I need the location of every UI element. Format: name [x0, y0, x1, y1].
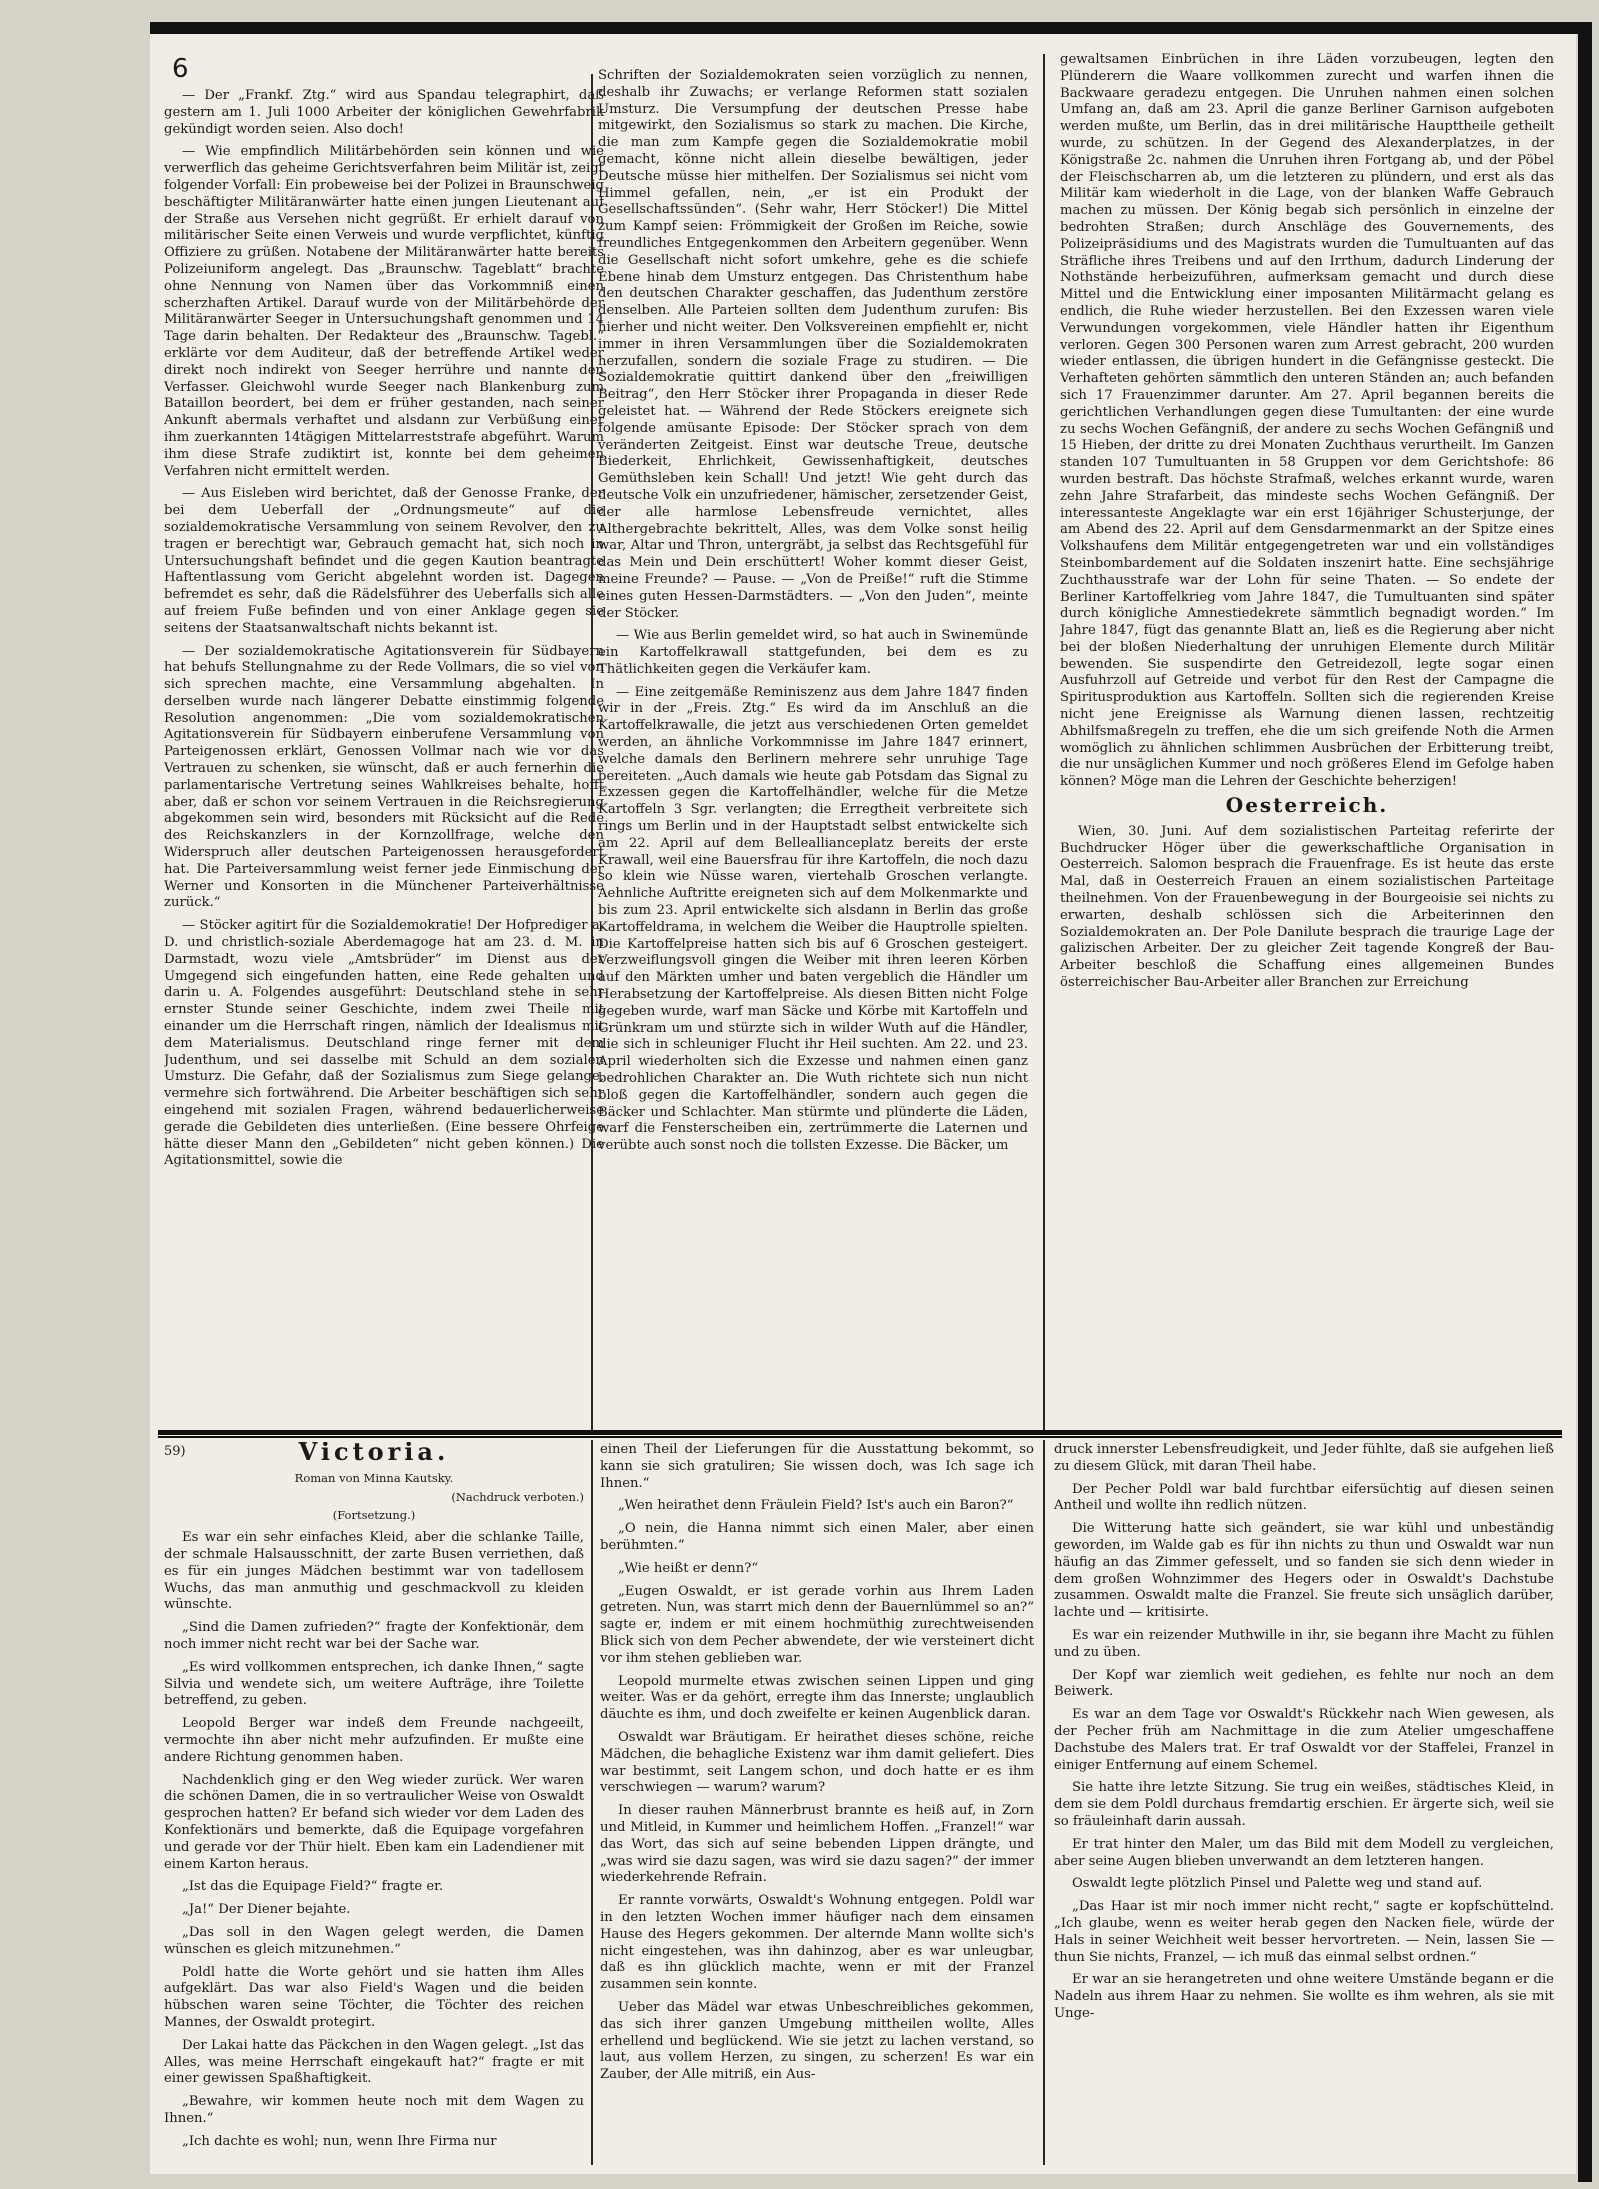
novel-paragraph: Er trat hinter den Maler, um das Bild mit dem Modell zu vergleichen, aber seine Augen blieben unverwandt an dem letzteren hangen.: [1054, 1836, 1554, 1869]
column-rule: [591, 1440, 593, 2165]
novel-paragraph: Poldl hatte die Worte gehört und sie hatten ihm Alles aufgeklärt. Das war also Field's Wagen und die beiden hübschen waren seine Töchter, die Töchter des reichen Mannes, der Oswaldt protegirt.: [164, 1964, 584, 2030]
news-item: Wien, 30. Juni. Auf dem sozialistischen Parteitag referirte der Buchdrucker Höger über die gewerkschaftliche Organisation in Oesterreich. Salomon besprach die Frauenfrage. Es ist heute das erste Mal, daß in Oesterreich Frauen an einem sozialistischen Parteitage theilnehmen. Von der Frauenbewegung in der Bourgeoisie sei nichts zu erwarten, deshalb schlössen sich die Arbeiterinnen den Sozialdemokraten an. Der Pole Danilute besprach die traurige Lage der galizischen Arbeiter. Der zu gleicher Zeit tagende Kongreß der Bau-Arbeiter beschloß die Schaffung eines allgemeinen Bundes österreichischer Bau-Arbeiter aller Branchen zur Erreichung: [1060, 823, 1554, 991]
novel-paragraph: „Das soll in den Wagen gelegt werden, die Damen wünschen es gleich mitzunehmen.“: [164, 1924, 584, 1957]
novel-paragraph: Er war an sie herangetreten und ohne weitere Umstände begann er die Nadeln aus ihrem Haar zu nehmen. Sie wollte es ihm wehren, als sie mit Unge-: [1054, 1972, 1554, 2021]
novel-paragraph: Nachdenklich ging er den Weg wieder zurück. Wer waren die schönen Damen, die in so vertraulicher Weise von Oswaldt gesprochen hatten? Er befand sich wieder vor dem Laden des Konfektionärs und bemerkte, daß die Equipage vorgefahren und gerade vor der Thür hielt. Eben kam ein Ladendiener mit einem Karton heraus.: [164, 1772, 584, 1872]
page-number: 6: [172, 54, 189, 84]
news-column-1: [164, 88, 604, 1428]
feuilleton-divider: [158, 1436, 1562, 1438]
news-item: — Eine zeitgemäße Reminiszenz aus dem Jahre 1847 finden wir in der „Freis. Ztg.“ Es wird da im Anschluß an die Kartoffelkrawalle, die jetzt aus verschiedenen Orten gemeldet werden, an ähnliche Vorkommnisse im Jahre 1847 erinnert, welche damals den Berlinern mehrere sehr unruhige Tage bereiteten. „Auch damals wie heute gab Potsdam das Signal zu Exzessen gegen die Kartoffelhändler, welche für die Metze Kartoffeln 3 Sgr. verlangten; die Erregtheit verbreitete sich rings um Berlin und in der Hauptstadt selbst entwickelte sich am 22. April auf dem Belleallianceplatz bereits der erste Krawall, weil eine Bauersfrau für ihre Kartoffeln, die noch dazu so klein wie Nüsse waren, viertehalb Groschen verlangte. Aehnliche Auftritte ereigneten sich auf dem Molkenmarkte und bis zum 23. April entwickelte sich alsdann in Berlin das große Kartoffeldrama, in welchem die Weiber die Hauptrolle spielten. Die Kartoffelpreise hatten sich bis auf 6 Groschen gesteigert. Verzweiflungsvoll gingen die Weiber mit ihren leeren Körben auf den Märkten umher und baten vergeblich die Händler um Herabsetzung der Kartoffelpreise. Als diesen Bitten nicht Folge gegeben wurde, warf man Säcke und Körbe mit Kartoffeln und Grünkram um und stürzte sich in wilder Wuth auf die Händler, die sich in schleuniger Flucht ihr Heil suchten. Am 22. und 23. April wiederholten sich die Exzesse und nahmen einen ganz bedrohlichen Charakter an. Die Wuth richtete sich nun nicht bloß gegen die Kartoffelhändler, sondern auch gegen die Bäcker und Schlachter. Man stürmte und plünderte die Läden, warf die Fensterscheiben ein, zertrümmerte die Laternen und verübte auch sonst noch die tollsten Exzesse. Die Bäcker, um: [598, 684, 1028, 1154]
novel-paragraph: „Sind die Damen zufrieden?“ fragte der Konfektionär, dem noch immer nicht recht war bei der Sache war.: [164, 1620, 584, 1652]
novel-paragraph: Die Witterung hatte sich geändert, sie war kühl und unbeständig geworden, im Walde gab es für ihn nichts zu thun und Oswaldt war nun häufig an das Zimmer gefesselt, und so fanden sie sich denn wieder in dem großen Wohnzimmer des Hegers oder in Oswaldt's Dachstube zusammen. Oswaldt malte die Franzel. Sie freute sich unsäglich darüber, lachte und — kritisirte.: [1054, 1521, 1554, 1621]
column-rule: [1043, 1440, 1045, 2165]
news-item: gewaltsamen Einbrüchen in ihre Läden vorzubeugen, legten den Plünderern die Waare vollkommen zurecht und warfen ihnen die Backwaare geradezu entgegen. Die Unruhen nahmen einen solchen Umfang an, daß am 23. April die ganze Berliner Garnison aufgeboten werden mußte, um Berlin, das in drei militärische Haupttheile getheilt wurde, zu schützen. In der Gegend des Alexanderplatzes, in der Königstraße 2c. nahmen die Unruhen ihren Fortgang ab, und der Pöbel der Fleischscharren ab, um die letzteren zu plündern, und erst als das Militär kam wiederholt in die Lage, von der blanken Waffe Gebrauch machen zu müssen. Der König begab sich persönlich in einzelne der bedrohten Straßen; durch Anschläge des Gouvernements, des Polizeipräsidiums und des Magistrats wurden die Tumultuanten auf das Sträfliche ihres Treibens und auf den Irrthum, dadurch Linderung der Nothstände herbeizuführen, aufmerksam gemacht und durch diese Mittel und die Entwicklung einer imposanten Militärmacht gelang es endlich, die Ruhe wieder herzustellen. Bei den Exzessen waren viele Verwundungen vorgekommen, viele Händler hatten ihr Eigenthum verloren. Gegen 300 Personen waren zum Arrest gebracht, 200 wurden wieder entlassen, die übrigen hundert in die Gefängnisse gesteckt. Die Verhafteten gehörten sämmtlich den unteren Ständen an; auch befanden sich 17 Frauenzimmer darunter. Am 27. April begannen bereits die gerichtlichen Verhandlungen gegen diese Tumultanten: der eine wurde zu sechs Wochen Gefängniß, der andere zu sechs Wochen Gefängniß und 15 Hieben, der dritte zu drei Monaten Zuchthaus verurtheilt. Im Ganzen standen 107 Tumultuanten in 58 Gruppen vor dem Gerichtshofe: 86 wurden bestraft. Das höchste Strafmaß, welches erkannt wurde, waren zehn Jahre Strafarbeit, das mindeste sechs Wochen Gefängniß. Der interessanteste Angeklagte war ein erst 16jähriger Schusterjunge, der am Abend des 22. April auf dem Gensdarmenmarkt an der Spitze eines Volkshaufens dem Militär entgegengetreten war und ein vollständiges Steinbombardement auf die Soldaten inszenirt hatte. Eine sechsjährige Zuchthausstrafe war der Lohn für seine Thaten. — So endete der Berliner Kartoffelkrieg vom Jahre 1847, die Tumultuanten sind später durch königliche Amnestiedekrete sämmtlich begnadigt worden.“ Im Jahre 1847, fügt das genannte Blatt an, ließ es die Regierung aber nicht bei der bloßen Niederhaltung der unruhigen Elemente durch Militär bewenden. Sie suspendirte den Getreidezoll, legte sogar einen Ausfuhrzoll auf Getreide und verbot für den Rest der Campagne die Spiritusproduktion aus Kartoffeln. Sollten sich die regierenden Kreise nicht jene Ereignisse als Warnung dienen lassen, rechtzeitig Abhilfsmaßregeln zu treffen, ehe die um sich greifende Noth die Armen womöglich zu ähnlichen schlimmen Ausbrüchen der Erbitterung treibt, die nur unsäglichen Kummer und noch größeres Elend im Gefolge haben können? Möge man die Lehren der Geschichte beherzigen!: [1060, 52, 1554, 790]
novel-paragraph: Der Pecher Poldl war bald furchtbar eifersüchtig auf diesen seinen Antheil und wollte ihn redlich nützen.: [1054, 1481, 1554, 1514]
feuilleton-column-1: [164, 1442, 584, 2166]
news-item: — Wie aus Berlin gemeldet wird, so hat auch in Swinemünde ein Kartoffelkrawall stattgefunden, bei dem es zu Thätlichkeiten gegen die Verkäufer kam.: [598, 628, 1028, 677]
page-right-edge: [1578, 22, 1592, 2182]
novel-paragraph: Es war ein reizender Muthwille in ihr, sie begann ihre Macht zu fühlen und zu üben.: [1054, 1627, 1554, 1660]
news-column-3: [1060, 52, 1554, 1428]
feuilleton-continuation: (Fortsetzung.): [332, 1508, 416, 1523]
novel-paragraph: Er rannte vorwärts, Oswaldt's Wohnung entgegen. Poldl war in den letzten Wochen immer häufiger nach dem einsamen Hause des Hegers gekommen. Der alternde Mann wollte sich's nicht eingestehen, was ihn dahinzog, aber es war unleugbar, daß es ihn glücklich machte, wenn er mit der Franzel zusammen sein konnte.: [600, 1893, 1034, 1993]
novel-paragraph: Ueber das Mädel war etwas Unbeschreibliches gekommen, das sich ihrer ganzen Umgebung mittheilen wollte, Alles erhellend und beglückend. Wie sie jetzt zu lachen verstand, so laut, aus vollem Herzen, zu singen, zu scherzen! Es war ein Zauber, der Alle mitriß, ein Aus-: [600, 1999, 1034, 2083]
novel-paragraph: „Ja!“ Der Diener bejahte.: [182, 1902, 351, 1918]
novel-paragraph: „Es wird vollkommen entsprechen, ich danke Ihnen,“ sagte Silvia und wendete sich, um weitere Aufträge, ihre Toilette betreffend, zu geben.: [164, 1659, 584, 1709]
news-item: — Aus Eisleben wird berichtet, daß der Genosse Franke, der bei dem Ueberfall der „Ordnungsmeute“ auf die sozialdemokratische Versammlung von seinem Revolver, den zu tragen er berechtigt war, Gebrauch gemacht hat, sich noch in Untersuchungshaft befindet und die gegen Kaution beantragte Haftentlassung vom Gericht abgelehnt worden ist. Dagegen befremdet es sehr, daß die Rädelsführer des Ueberfalls sich alle auf freiem Fuße befinden und von einer Anklage gegen sie seitens der Staatsanwaltschaft nichts bekannt ist.: [164, 486, 604, 636]
novel-paragraph: Es war an dem Tage vor Oswaldt's Rückkehr nach Wien gewesen, als der Pecher früh am Nachmittage in die zum Atelier umgeschaffene Dachstube des Malers trat. Er traf Oswaldt vor der Staffelei, Franzel in einiger Entfernung auf einem Schemel.: [1054, 1707, 1554, 1773]
novel-paragraph: Sie hatte ihre letzte Sitzung. Sie trug ein weißes, städtisches Kleid, in dem sie dem Poldl durchaus fremdartig erschien. Er ärgerte sich, weil sie so fräuleinhaft darin aussah.: [1054, 1780, 1554, 1829]
novel-paragraph: „O nein, die Hanna nimmt sich einen Maler, aber einen berühmten.“: [600, 1521, 1034, 1553]
novel-paragraph: Der Kopf war ziemlich weit gediehen, es fehlte nur noch an dem Beiwerk.: [1054, 1667, 1554, 1700]
novel-paragraph: „Bewahre, wir kommen heute noch mit dem Wagen zu Ihnen.“: [164, 2094, 584, 2126]
novel-paragraph: einen Theil der Lieferungen für die Ausstattung bekommt, so kann sie sich gratuliren; Sie wissen doch, was Ich sage ich Ihnen.“: [600, 1442, 1034, 1491]
column-rule: [1043, 54, 1045, 1430]
feuilleton-author: Roman von Minna Kautsky.: [294, 1470, 454, 1485]
novel-paragraph: „Eugen Oswaldt, er ist gerade vorhin aus Ihrem Laden getreten. Nun, was starrt mich denn der Bauernlümmel so an?“ sagte er, indem er mit einem hochmüthig zurechtweisenden Blick sich von dem Pecher abwendete, der wie versteinert dicht vor ihm stehen geblieben war.: [600, 1583, 1034, 1666]
section-heading-oesterreich: Oesterreich.: [1225, 793, 1389, 818]
novel-paragraph: Oswaldt legte plötzlich Pinsel und Palette weg und stand auf.: [1072, 1876, 1483, 1892]
novel-paragraph: „Wen heirathet denn Fräulein Field? Ist's auch ein Baron?“: [618, 1498, 1014, 1514]
news-item: Schriften der Sozialdemokraten seien vorzüglich zu nennen, deshalb ihr Zuwachs; er verlange Reformen statt sozialen Umsturz. Die Versumpfung der deutschen Presse habe mitgewirkt, den Sozialismus so stark zu machen. Die Kirche, die man zum Kampfe gegen die Sozialdemokratie mobil gemacht, könne nicht allein dieselbe bewältigen, jeder Deutsche müsse hier mithelfen. Der Sozialismus sei nicht vom Himmel gefallen, nein, „er ist ein Produkt der Gesellschaftssünden“. (Sehr wahr, Herr Stöcker!) Die Mittel zum Kampf seien: Frömmigkeit der Großen im Reiche, sowie freundliches Entgegenkommen den Arbeitern gegenüber. Wenn die Gesellschaft nicht sofort umkehre, gehe es die schiefe Ebene hinab dem Umsturz entgegen. Das Christenthum habe den deutschen Charakter geschaffen, das Judenthum zerstöre denselben. Alle Parteien sollten dem Judenthum zurufen: Bis hierher und nicht weiter. Den Volksvereinen empfiehlt er, nicht immer in ihren Versammlungen über die Sozialdemokraten herzufallen, sondern die soziale Frage zu studiren. — Die Sozialdemokratie quittirt dankend über den „freiwilligen Beitrag“, den Herr Stöcker ihrer Propaganda in dieser Rede geleistet hat. — Während der Rede Stöckers ereignete sich folgende amüsante Episode: Der Stöcker sprach von dem veränderten Zeitgeist. Einst war deutsche Treue, deutsche Biederkeit, Ehrlichkeit, Gewissenhaftigkeit, deutsches Gemüthsleben kein Schall! Und jetzt! Wie geht durch das deutsche Volk ein unzufriedener, hämischer, zersetzender Geist, der alle harmlose Lebensfreude vernichtet, alles Althergebrachte bekrittelt, Alles, was dem Volke sonst heilig war, Altar und Thron, untergräbt, ja selbst das Rechtsgefühl für das Mein und Dein erschüttert! Woher kommt dieser Geist, meine Freunde? — Pause. — „Von de Preiße!“ ruft die Stimme eines guten Hessen-Darmstädters. — „Von den Juden“, meinte der Stöcker.: [598, 68, 1028, 621]
newspaper-page: [150, 34, 1576, 2174]
feuilleton-column-2: [600, 1442, 1034, 2166]
feuilleton-number: 59): [164, 1444, 186, 1459]
novel-paragraph: „Ich dachte es wohl; nun, wenn Ihre Firma nur: [182, 2133, 497, 2149]
feuilleton-title: Victoria.: [298, 1442, 450, 1466]
news-item: — Wie empfindlich Militärbehörden sein können und wie verwerflich das geheime Gerichtsverfahren beim Militär ist, zeigt folgender Vorfall: Ein probeweise bei der Polizei in Braunschweig beschäftigter Militäranwärter hatte einen jungen Lieutenant auf der Straße aus Versehen nicht gegrüßt. Er erhielt darauf von militärischer Seite einen Verweis und wurde verpflichtet, künftig Offiziere zu grüßen. Notabene der Militäranwärter hatte bereits Polizeiuniform angelegt. Das „Braunschw. Tageblatt“ brachte ohne Nennung von Namen über das Vorkommniß einen scherzhaften Artikel. Darauf wurde von der Militärbehörde der Militäranwärter Seeger in Untersuchungshaft genommen und 14 Tage darin behalten. Der Redakteur des „Braunschw. Tagebl.“ erklärte vor dem Auditeur, daß der betreffende Artikel weder direkt noch indirekt von Seeger herrühre und nannte den Verfasser. Gleichwohl wurde Seeger nach Blankenburg zum Bataillon beordert, bei dem er früher gestanden, nach seiner Ankunft abermals verhaftet und alsdann zur Verbüßung einer ihm zuerkannten 14tägigen Mittelarreststrafe abgeführt. Warum ihm diese Strafe zudiktirt ist, konnte bei dem geheimen Verfahren nicht ermittelt werden.: [164, 144, 604, 479]
novel-paragraph: Oswaldt war Bräutigam. Er heirathet dieses schöne, reiche Mädchen, die behagliche Existenz war ihm damit geliefert. Dies war bestimmt, seit Langem schon, und doch hatte er es ihm verschwiegen — warum? warum?: [600, 1729, 1034, 1796]
novel-paragraph: Leopold Berger war indeß dem Freunde nachgeeilt, vermochte ihn aber nicht mehr aufzufinden. Er mußte eine andere Richtung genommen haben.: [164, 1716, 584, 1765]
novel-paragraph: Es war ein sehr einfaches Kleid, aber die schlanke Taille, der schmale Halsausschnitt, der zarte Busen verriethen, daß es für ein junges Mädchen bestimmt war von tadellosem Wuchs, das man anmuthig und geschmackvoll zu kleiden wünschte.: [164, 1530, 584, 1613]
feuilleton-column-3: [1054, 1442, 1554, 2166]
feuilleton-rights: (Nachdruck verboten.): [451, 1489, 584, 1504]
novel-paragraph: In dieser rauhen Männerbrust brannte es heiß auf, in Zorn und Mitleid, in Kummer und heimlichem Hoffen. „Franzel!“ war das Wort, das sich auf seine bebenden Lippen drängte, und „was wird sie dazu sagen, was wird sie dazu sagen?“ der immer wiederkehrende Refrain.: [600, 1803, 1034, 1886]
page-top-edge: [150, 22, 1590, 34]
feuilleton-divider: [158, 1430, 1562, 1435]
novel-paragraph: „Ist das die Equipage Field?“ fragte er.: [182, 1879, 444, 1895]
novel-paragraph: Leopold murmelte etwas zwischen seinen Lippen und ging weiter. Was er da gehört, erregte ihm das Innerste; unglaublich däuchte es ihm, und doch zweifelte er keinen Augenblick daran.: [600, 1673, 1034, 1723]
novel-paragraph: „Wie heißt er denn?“: [618, 1560, 759, 1576]
news-column-2: [598, 68, 1028, 1428]
news-item: — Der „Frankf. Ztg.“ wird aus Spandau telegraphirt, daß gestern am 1. Juli 1000 Arbeiter der königlichen Gewehrfabrik gekündigt worden seien. Also doch!: [164, 88, 604, 137]
news-item: — Stöcker agitirt für die Sozialdemokratie! Der Hofprediger a. D. und christlich-soziale Aberdemagoge hat am 23. d. M. in Darmstadt, wozu viele „Amtsbrüder“ im Dienst aus der Umgegend sich eingefunden hatten, eine Rede gehalten und darin u. A. Folgendes ausgeführt: Deutschland stehe in sehr ernster Stunde seiner Geschichte, indem zwei Theile mit einander um die Herrschaft ringen, nämlich der Idealismus mit dem Materialismus. Deutschland ringe ferner mit dem Judenthum, und sei dasselbe mit Schuld an dem sozialen Umsturz. Die Gefahr, daß der Sozialismus zum Siege gelange, vermehre sich fortwährend. Die Arbeiter beschäftigen sich sehr eingehend mit sozialen Fragen, während bedauerlicherweise gerade die Gebildeten dies unterließen. (Eine bessere Ohrfeige hätte dieser Mann den „Gebildeten“ nicht geben können.) Die Agitationsmittel, sowie die: [164, 918, 604, 1169]
novel-paragraph: „Das Haar ist mir noch immer nicht recht,“ sagte er kopfschüttelnd. „Ich glaube, wenn es weiter herab gegen den Nacken fiele, würde der Hals in seiner Weichheit weit besser hervortreten. — Nein, lassen Sie — thun Sie nichts, Franzel, — ich muß das einmal selbst ordnen.“: [1054, 1899, 1554, 1965]
novel-paragraph: Der Lakai hatte das Päckchen in den Wagen gelegt. „Ist das Alles, was meine Herrschaft eingekauft hat?“ fragte er mit einer gewissen Spaßhaftigkeit.: [164, 2037, 584, 2087]
news-item: — Der sozialdemokratische Agitationsverein für Südbayern hat behufs Stellungnahme zu der Rede Vollmars, die so viel von sich sprechen machte, eine Versammlung abgehalten. In derselben wurde nach längerer Debatte einstimmig folgende Resolution angenommen: „Die vom sozialdemokratischen Agitationsverein für Südbayern einberufene Versammlung von Parteigenossen erklärt, Genossen Vollmar nach wie vor das Vertrauen zu schenken, sie wünscht, daß er auch fernerhin die parlamentarische Vertretung seines Wahlkreises behalte, hofft aber, daß er schon vor seinem Vertrauen in die Reichsregierung abgekommen sein wird, besonders mit Rücksicht auf die Rede des Reichskanzlers in der Kornzollfrage, welche den Widerspruch aller deutschen Parteigenossen herausgefordert hat. Die Parteiversammlung weist ferner jede Einmischung der Werner und Konsorten in die Münchener Parteiverhältnisse zurück.“: [164, 643, 604, 911]
novel-paragraph: druck innerster Lebensfreudigkeit, und Jeder fühlte, daß sie aufgehen ließ zu diesem Glück, mit daran Theil habe.: [1054, 1442, 1554, 1474]
